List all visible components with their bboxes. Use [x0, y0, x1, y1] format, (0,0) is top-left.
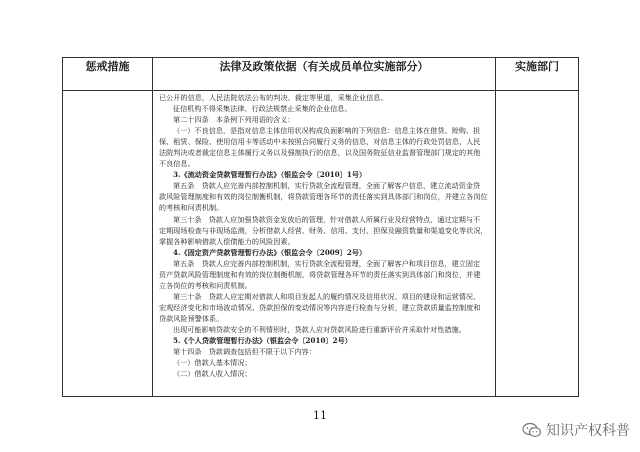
text-line: （一）不良信息，是指对信息主体信用状况构成负面影响的下列信息：信息主体在借贷、赊购、担 — [173, 126, 481, 136]
policy-table — [62, 57, 579, 397]
watermark — [522, 420, 630, 440]
text-line: 贷款风险预警体系。 — [159, 313, 224, 323]
text-line: 已公开的信息，人民法院依法公布的判决、裁定等里道，采集企业信息。 — [159, 93, 388, 102]
text-line: 宏观经济变化和市场波动情况、贷款担保的变动情况等内容进行检查与分析，建立贷款质量监控制度和 — [159, 302, 481, 312]
text-line: 法院判决或者裁定信息主体履行义务以及强制执行的信息，以及国务院征信业监督管理部门规定的其他 — [159, 148, 481, 158]
table-header-row — [63, 58, 579, 91]
text-line: 出现可能影响贷款安全的不利情形时，贷款人应对贷款风险进行重新评价并采取针对性措施。 — [173, 324, 466, 334]
legal-basis-cell — [153, 91, 496, 397]
text-line: 定期现场检查与非现场监测，分析借款人经营、财务、信用、支付、担保及融资数量和渠道变化等状况， — [159, 225, 488, 235]
text-line: 第十四条 贷款调查包括但不限于以下内容： — [173, 347, 316, 357]
header-legal-basis: 法律及政策依据（有关成员单位实施部分） — [153, 58, 496, 91]
text-line: 第二十四条 本条例下列用语的含义： — [173, 115, 295, 125]
text-line: （二）借款人收入情况； — [173, 369, 252, 379]
text-line: 5.《个人贷款管理暂行办法》（银监会令〔2010〕2号） — [173, 336, 352, 346]
text-line: 保、租赁、保险、使用信用卡等活动中未按照合同履行义务的信息，对信息主体的行政处罚信息，人民 — [159, 137, 481, 147]
wechat-icon — [522, 422, 542, 438]
text-line: 掌握各种影响借款人偿债能力的风险因素。 — [159, 236, 295, 246]
text-line: 征信机构不得采集法律、行政法规禁止采集的企业信息。 — [173, 104, 352, 114]
text-line: 不良信息。 — [159, 159, 195, 169]
watermark-text: 知识产权科普 — [546, 423, 630, 439]
text-line: 3.《流动资金贷款管理暂行办法》（银监会令〔2010〕1号） — [173, 170, 367, 180]
text-line: 款风险管理制度和有效的岗位制衡机制，将贷款管理各环节的责任落实到具体部门和岗位，并建立各岗位 — [159, 192, 488, 202]
text-line: （一）借款人基本情况； — [173, 358, 252, 368]
text-line: 第三十条 贷款人应加强贷款资金发放后的管理，针对借款人所属行业及经营特点，通过定期与不 — [173, 214, 481, 224]
text-line: 的考核和问责机制。 — [159, 203, 224, 213]
text-line: 立各岗位的考核和问责机制。 — [159, 280, 252, 290]
legal-basis-text — [153, 91, 495, 379]
table-body-row — [63, 91, 579, 397]
implementing-dept-cell — [496, 91, 579, 397]
penalty-measures-cell — [63, 91, 153, 397]
text-line: 4.《固定资产贷款管理暂行办法》（银监会令〔2009〕2号） — [173, 247, 367, 257]
text-line: 资产贷款风险管理制度和有效的岗位制衡机制，将贷款管理各环节的责任落实到具体部门和岗位，并建 — [159, 269, 481, 279]
header-implementing-dept: 实施部门 — [496, 58, 579, 91]
text-line: 第五条 贷款人应完善内部控制机制，实行贷款全流程管理，全面了解客户和项目信息，建立固定 — [173, 258, 481, 268]
header-penalty-measures: 惩戒措施 — [63, 58, 153, 91]
page-number: 11 — [313, 409, 327, 422]
text-line: 第三十条 贷款人应定期对借款人和项目发起人的履约情况及信用状况、项目的建设和运营情况、 — [173, 291, 481, 301]
text-line: 第五条 贷款人应完善内部控制机制，实行贷款全流程管理，全面了解客户信息，建立流动资金贷 — [173, 181, 481, 191]
